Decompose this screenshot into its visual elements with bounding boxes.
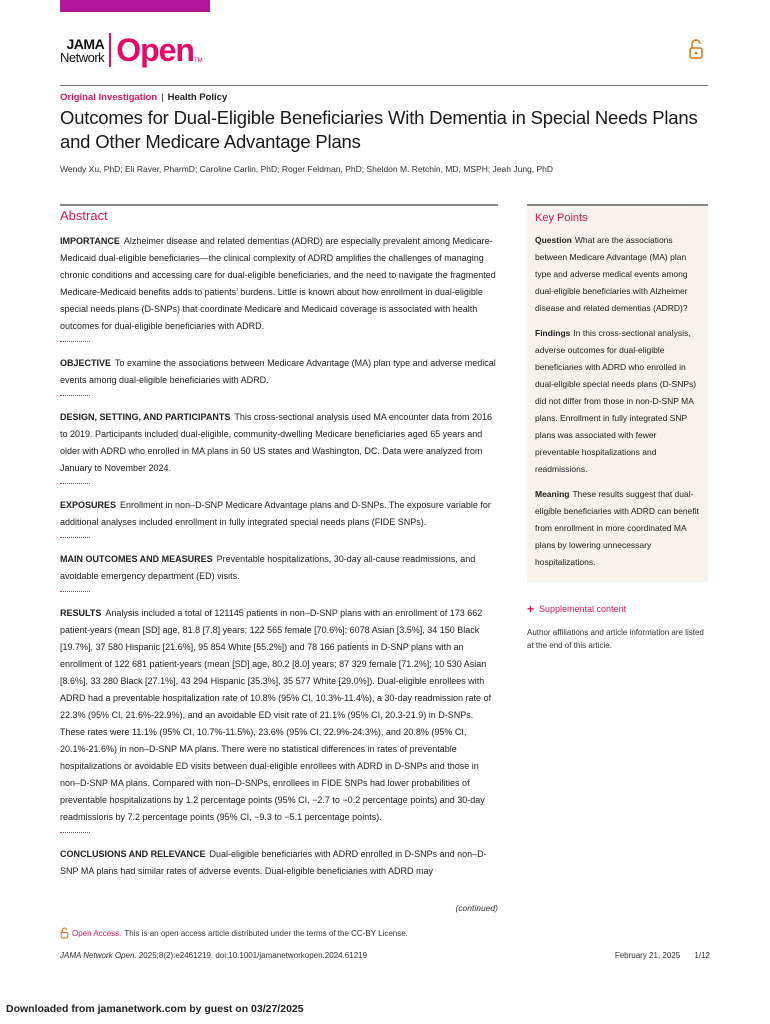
logo-trademark: TM — [193, 58, 203, 64]
article-title: Outcomes for Dual-Eligible Beneficiaries With Dementia in Special Needs Plans and Other Medicare Advantage Plans — [60, 107, 698, 152]
section-text: This cross-sectional analysis used MA encounter data from 2016 to 2019. Participants included dual-eligible, community-dwelling Medicare beneficiaries aged 65 years and older with ADRD who enrolled in MA plans in 50 US states and Washington, DC. Data were analyzed from January to November 2024. — [60, 412, 492, 473]
key-point-label: Meaning — [535, 489, 570, 499]
abstract-design — [60, 409, 498, 477]
logo-jama-text: JAMA — [66, 35, 105, 52]
abstract-objective — [60, 355, 498, 389]
publication-date: February 21, 2025 — [614, 951, 681, 960]
plus-icon: + — [527, 602, 535, 616]
abstract-outcomes — [60, 551, 498, 585]
open-access-label[interactable]: Open Access. — [72, 928, 122, 938]
section-text: Dual-eligible beneficiaries with ADRD enrolled in D-SNPs and non–D-SNP MA plans had similar rates of adverse events. Dual-eligible beneficiaries with ADRD may — [60, 849, 487, 876]
section-label: CONCLUSIONS AND RELEVANCE — [60, 849, 206, 859]
key-point-meaning — [535, 486, 700, 571]
section-divider — [60, 832, 90, 833]
abstract-conclusions — [60, 846, 498, 880]
abstract-exposures — [60, 497, 498, 531]
article-type[interactable]: Original Investigation — [60, 92, 158, 103]
logo-open-text: Open — [116, 32, 194, 68]
download-watermark: Downloaded from jamanetwork.com by guest on 03/27/2025 — [6, 1003, 304, 1015]
logo-divider — [109, 33, 111, 67]
section-label: RESULTS — [60, 608, 102, 618]
journal-logo[interactable] — [60, 32, 203, 68]
key-point-text: These results suggest that dual-eligible beneficiaries with ADRD can benefit from enrollment in more coordinated MA plans by lowering unnecessary hospitalizations. — [535, 489, 699, 567]
key-point-question — [535, 232, 700, 317]
key-point-findings — [535, 325, 700, 478]
continued-note: (continued) — [455, 903, 498, 913]
key-points-box — [527, 204, 708, 582]
section-divider — [60, 591, 90, 592]
section-divider — [60, 395, 90, 396]
journal-name: JAMA Network Open. — [60, 951, 137, 960]
section-label: EXPOSURES — [60, 500, 117, 510]
brand-top-bar — [60, 0, 210, 12]
section-text: Alzheimer disease and related dementias (ADRD) are especially prevalent among Medicare-Medicaid dual-eligible beneficiaries—the clinical complexity of ADRD amplifies the challenges of managing chronic conditions and accessing care for dual-eligible beneficiaries, and the need to navigate the fragmented Medicare-Medicaid benefits adds to patients’ burdens. Little is known about how enrollment in dual-eligible special needs plans (D-SNPs) that coordinate Medicare and Medicaid coverage is associated with health outcomes for dual-eligible beneficiaries with ADRD. — [60, 236, 496, 331]
logo-network-text: Network — [60, 49, 105, 65]
supplemental-content-link[interactable] — [527, 602, 626, 616]
citation-text: 2025;8(2):e2461219. doi:10.1001/jamanetworkopen.2024.61219 — [138, 951, 368, 960]
footer-citation — [60, 951, 367, 960]
section-label: IMPORTANCE — [60, 236, 120, 246]
abstract-body — [60, 233, 498, 884]
section-label: OBJECTIVE — [60, 358, 112, 368]
abstract-results — [60, 605, 498, 826]
open-access-text: This is an open access article distributed under the terms of the CC-BY License. — [124, 928, 408, 938]
key-point-label: Question — [535, 235, 572, 245]
abstract-rule — [60, 204, 498, 206]
key-point-label: Findings — [535, 328, 571, 338]
author-affiliations-note: Author affiliations and article information are listed at the end of this article. — [527, 628, 704, 650]
open-access-lock-icon — [60, 927, 69, 939]
key-point-text: In this cross-sectional analysis, adverse outcomes for dual-eligible beneficiaries with ADRD who enrolled in dual-eligible special needs plans (D-SNPs) did not differ from those in non-D-SNP MA plans. Enrollment in fully integrated SNP plans was associated with fewer preventable hospitalizations and readmissions. — [535, 328, 697, 474]
section-divider — [60, 537, 90, 538]
section-text: To examine the associations between Medicare Advantage (MA) plan type and adverse medical events among dual-eligible beneficiaries with ADRD. — [60, 358, 496, 385]
section-label: DESIGN, SETTING, AND PARTICIPANTS — [60, 412, 231, 422]
open-access-lock-icon[interactable] — [688, 38, 704, 60]
section-text: Enrollment in non–D-SNP Medicare Advantage plans and D-SNPs. The exposure variable for additional analyses included enrollment in fully integrated special needs plans (FIDE SNPs). — [60, 500, 491, 527]
logo-wordmark — [60, 37, 104, 64]
supplemental-label: Supplemental content — [539, 604, 627, 614]
section-divider — [60, 483, 90, 484]
section-label: MAIN OUTCOMES AND MEASURES — [60, 554, 213, 564]
section-text: Analysis included a total of 121145 patients in non–D-SNP plans with an enrollment of 173 662 patient-years (mean [SD] age, 81.8 [7.8] years; 122 565 female [70.6%]; 6078 Asian [3.5%], 34 150 Black [19.7%], 37 580 Hispanic [21.6%], 95 854 White [55.2%]) and 78 166 patients in D-SNP plans with an enrollment of 122 681 patient-years (mean [SD] age, 80.2 [8.0] years; 87 329 female [71.2%]; 10 530 Asian [8.6%], 33 280 Black [27.1%], 43 294 Hispanic [35.3%], 35 577 White [29.0%]). Dual-eligible enrollees with ADRD had a preventable hospitalization rate of 10.8% (95% CI, 10.3%-11.4%), a 30-day readmission rate of 22.3% (95% CI, 21.6%-22.9%), and an avoidable ED visit rate of 21.1% (95% CI, 20.3-21.9) in D-SNPs. These rates were 11.1% (95% CI, 10.7%-11.5%), 23.6% (95% CI, 22.9%-24.3%), and 20.8% (95% CI, 20.1%-21.6%) in non–D-SNP MA plans. There were no statistical differences in rates of preventable hospitalizations or avoidable ED visits between dual-eligible enrollees with ADRD in D-SNPs and those in non–D-SNP MA plans. Compared with non–D-SNPs, enrollees in FIDE SNPs had lower probabilities of preventable hospitalizations by 1.2 percentage points (95% CI, −2.7 to −0.2 percentage points) and 30-day readmissions by 7.2 percentage points (95% CI, −9.3 to −5.1 percentage points). — [60, 608, 492, 822]
key-points-heading: Key Points — [535, 212, 588, 224]
key-points-body — [535, 232, 700, 571]
section-divider — [60, 341, 90, 342]
page-number: 1/12 — [694, 951, 710, 960]
section-text: Preventable hospitalizations, 30-day all-cause readmissions, and avoidable emergency department (ED) visits. — [60, 554, 476, 581]
open-access-note — [60, 927, 408, 939]
abstract-importance — [60, 233, 498, 335]
abstract-heading: Abstract — [60, 208, 108, 223]
kicker-separator: | — [161, 92, 164, 103]
author-list: Wendy Xu, PhD; Eli Raver, PharmD; Caroline Carlin, PhD; Roger Feldman, PhD; Sheldon M. Retchin, MD, MSPH; Jeah Jung, PhD — [60, 164, 554, 174]
footer-date-page — [560, 951, 710, 960]
header-rule — [60, 85, 708, 86]
article-kicker — [60, 92, 227, 103]
article-section[interactable]: Health Policy — [167, 92, 228, 103]
key-point-text: What are the associations between Medicare Advantage (MA) plan type and adverse medical events among dual-eligible beneficiaries with Alzheimer disease and related dementias (ADRD)? — [535, 235, 688, 313]
